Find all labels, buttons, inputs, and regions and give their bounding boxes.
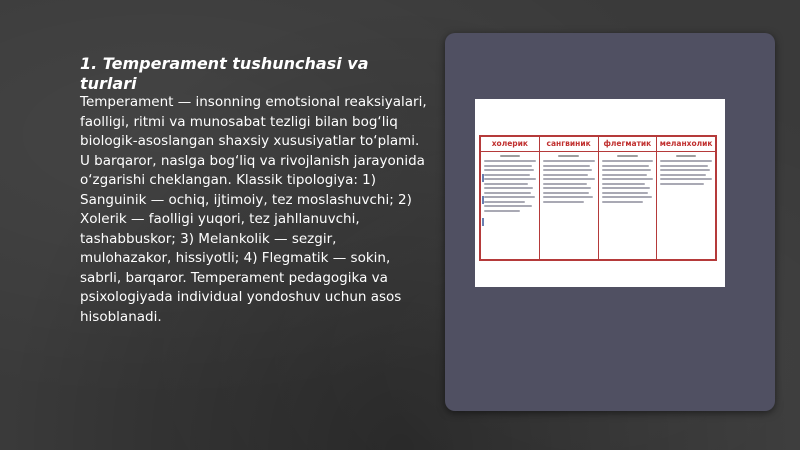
- highlight-mark: [482, 196, 484, 204]
- column-text-line: [660, 178, 712, 180]
- column-subheading-line: [617, 155, 638, 157]
- column-text-line: [660, 165, 708, 167]
- column-text-line: [602, 192, 649, 194]
- column-text-line: [484, 174, 530, 176]
- column-text-line: [484, 178, 536, 180]
- column-text-line: [484, 165, 532, 167]
- column-text-line: [484, 196, 535, 198]
- column-header: сангвиник: [540, 137, 598, 152]
- column-text-line: [543, 196, 594, 198]
- column-text-line: [660, 174, 706, 176]
- column-subheading-line: [558, 155, 579, 157]
- column-body: [657, 152, 715, 259]
- column-text-line: [543, 160, 595, 162]
- column-header: флегматик: [599, 137, 657, 152]
- column-text-line: [484, 183, 528, 185]
- highlight-mark: [482, 174, 484, 182]
- column-subheading-line: [676, 155, 697, 157]
- column-text-line: [602, 165, 650, 167]
- column-subheading-line: [500, 155, 521, 157]
- column-text-line: [543, 201, 584, 203]
- column-text-line: [543, 169, 593, 171]
- column-header: холерик: [481, 137, 539, 152]
- column-text-line: [484, 192, 531, 194]
- temperament-table-image: [475, 99, 725, 287]
- column-text-line: [484, 169, 534, 171]
- slide-title: 1. Temperament tushunchasi va turlari: [80, 54, 369, 93]
- column-text-line: [602, 178, 654, 180]
- column-text-line: [602, 187, 651, 189]
- column-text-line: [543, 174, 589, 176]
- column-text-line: [484, 201, 525, 203]
- table-column-phlegmatic: [599, 137, 658, 259]
- image-panel: [445, 33, 775, 411]
- column-body: [599, 152, 657, 259]
- column-text-line: [602, 174, 648, 176]
- column-text-line: [602, 201, 643, 203]
- column-text-line: [602, 196, 653, 198]
- column-text-line: [484, 187, 533, 189]
- column-text-line: [484, 210, 520, 212]
- column-body: [481, 152, 539, 259]
- column-text-line: [602, 160, 654, 162]
- highlight-mark: [482, 218, 484, 226]
- table-column-sanguine: [540, 137, 599, 259]
- column-header: меланхолик: [657, 137, 715, 152]
- column-text-line: [484, 160, 536, 162]
- table-column-choleric: [481, 137, 540, 259]
- column-text-line: [602, 183, 646, 185]
- slide-body-text: Temperament — insonning emotsional reaksiyalari, faolligi, ritmi va munosabat tezligi bilan bog‘liq biologik-asoslangan shaxsiy xususiyatlar to‘plami. U barqaror, naslga bog‘liq va rivojlanish jarayonida o‘zgarishi cheklangan. Klassik tipologiya: 1) Sanguinik — ochiq, ijtimoiy, tez moslashuvchi; 2) Xolerik — faolligi yuqori, tez jahllanuvchi, tashabbuskor; 3) Melankolik — sezgir, mulohazakor, hissiyotli; 4) Flegmatik — sokin, sabrli, barqaror. Temperament pedagogika va psixologiyada individual yondoshuv uchun asos hisoblanadi.: [80, 94, 427, 325]
- column-text-line: [543, 165, 591, 167]
- column-text-line: [660, 183, 704, 185]
- column-text-line: [660, 169, 710, 171]
- column-body: [540, 152, 598, 259]
- temperament-table: [479, 135, 717, 261]
- column-text-line: [660, 160, 712, 162]
- table-column-melancholic: [657, 137, 715, 259]
- column-text-line: [543, 192, 590, 194]
- column-text-line: [602, 169, 652, 171]
- column-text-line: [543, 178, 595, 180]
- column-text-line: [543, 187, 592, 189]
- column-text-line: [484, 205, 532, 207]
- column-text-line: [543, 183, 587, 185]
